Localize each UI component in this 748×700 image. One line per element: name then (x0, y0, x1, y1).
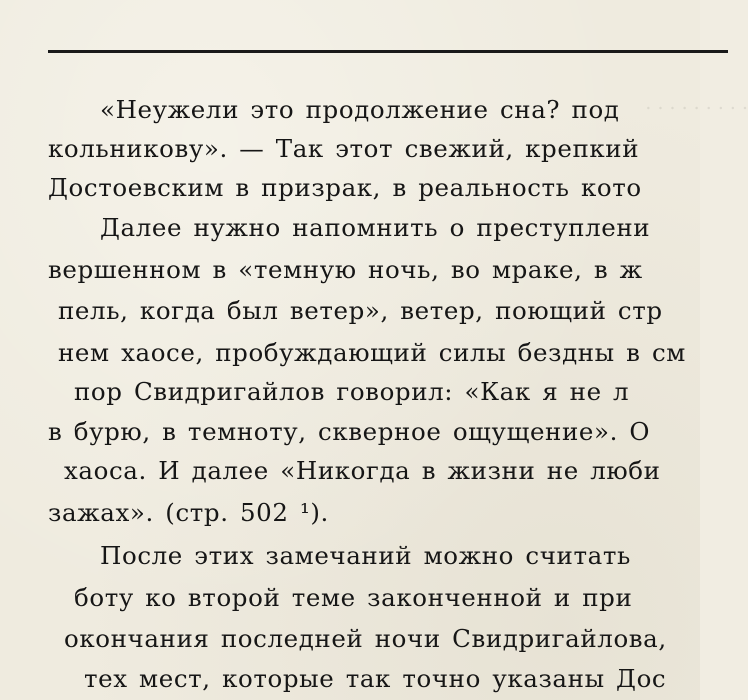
text-line: в бурю, в темноту, скверное ощущение». О (48, 417, 651, 446)
text-line: кольникову». — Так этот свежий, крепкий (48, 134, 640, 163)
text-line: окончания последней ночи Свидригайлова, (64, 624, 667, 653)
text-line: нем хаосе, пробуждающий силы бездны в см (58, 338, 686, 367)
text-line: «Неужели это продолжение сна? под (100, 95, 620, 124)
text-line: пор Свидригайлов говорил: «Как я не л (74, 377, 630, 406)
text-line: тех мест, которые так точно указаны Дос (84, 664, 667, 693)
show-through-text: . . . . . . . . . (645, 92, 748, 114)
text-line: вершенном в «темную ночь, во мраке, в ж (48, 255, 643, 284)
text-line: После этих замечаний можно считать (100, 541, 631, 570)
text-line: зажах». (стр. 502 ¹). (48, 498, 329, 527)
text-line: боту ко второй теме законченной и при (74, 583, 633, 612)
header-rule (48, 50, 728, 53)
text-line: Достоевским в призрак, в реальность кото (48, 173, 642, 202)
text-line: хаоса. И далее «Никогда в жизни не люби (64, 456, 661, 485)
text-line: пель, когда был ветер», ветер, поющий стр (58, 296, 663, 325)
text-line: Далее нужно напомнить о преступлени (100, 213, 651, 242)
